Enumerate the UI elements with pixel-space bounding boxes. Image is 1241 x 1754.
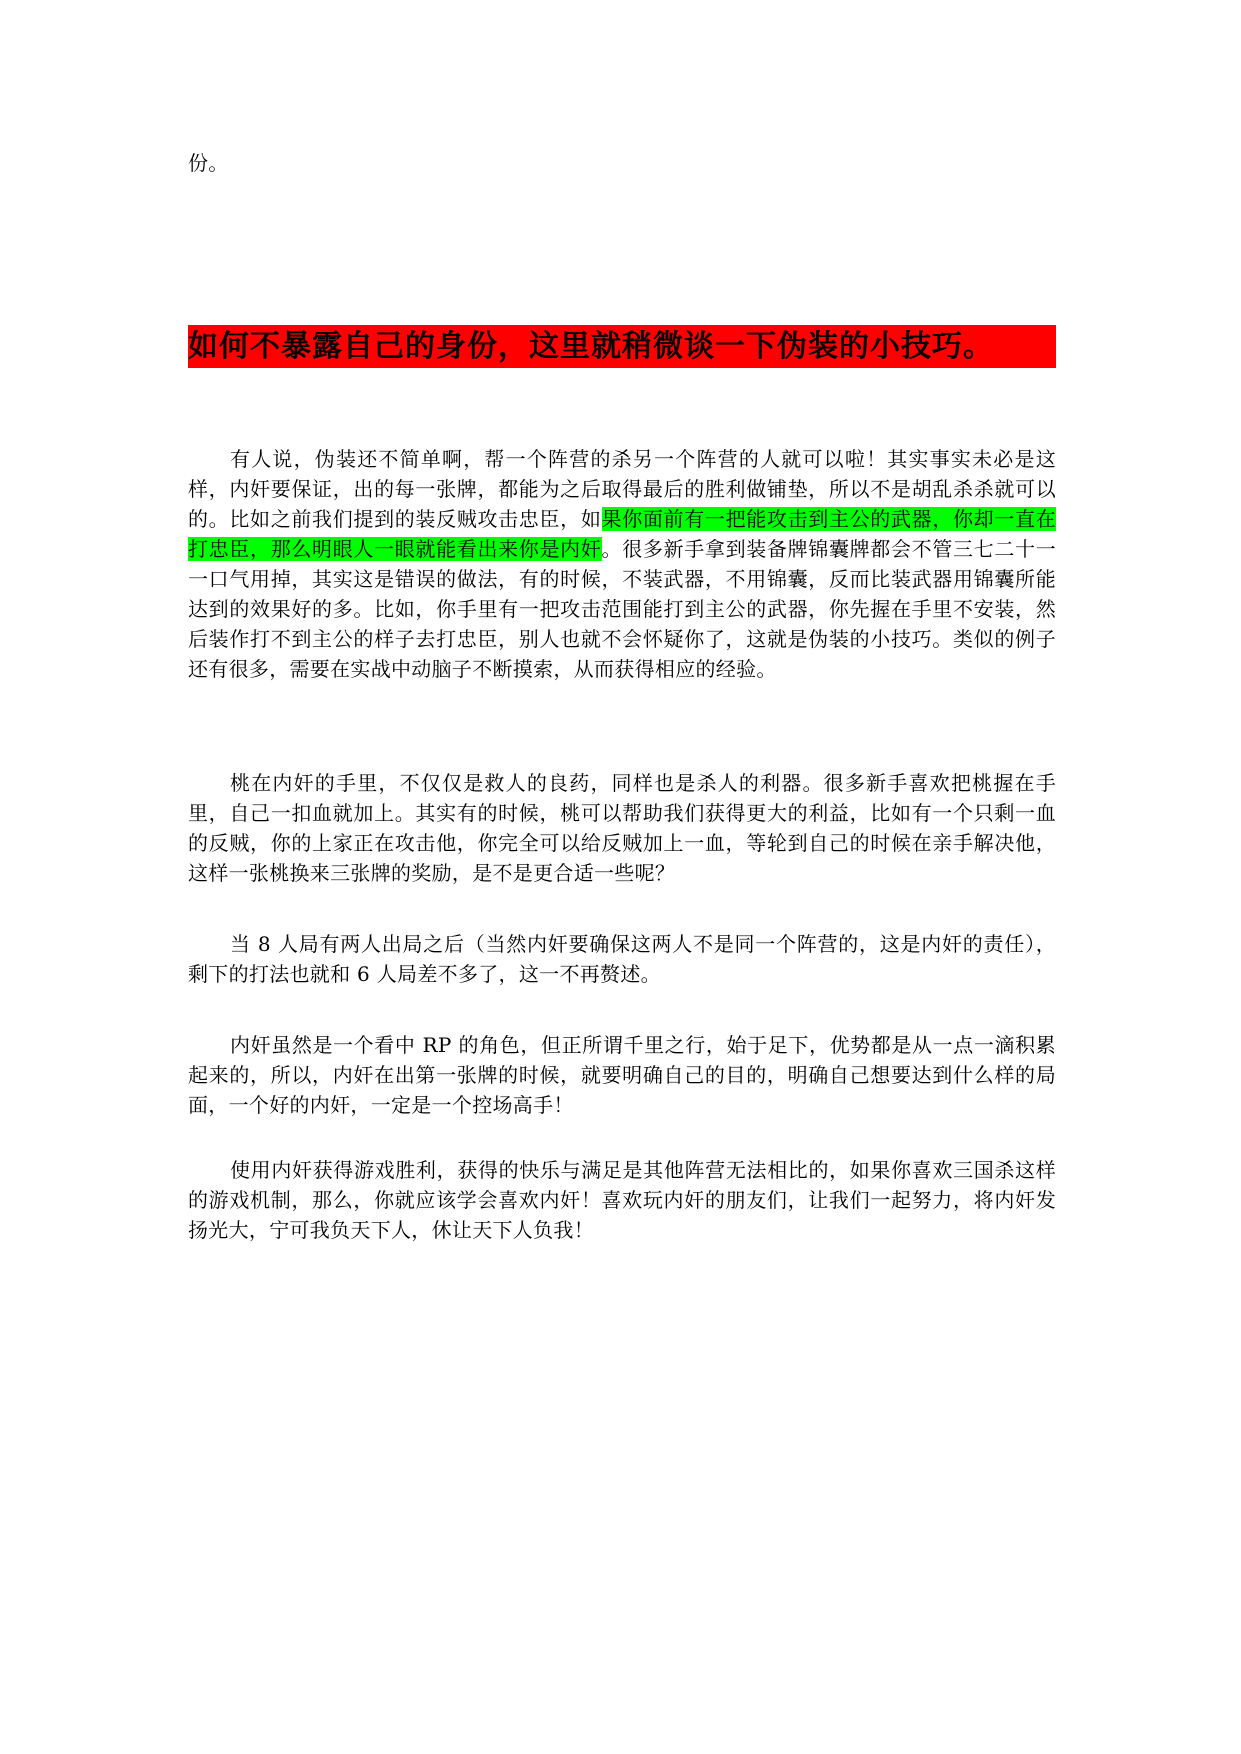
paragraph-text: 。很多新手拿到装备牌锦囊牌都会不管三七二十一一口气用掉，其实这是错误的做法，有的时候，不装武器，不用锦囊，反而比装武器用锦囊所能达到的效果好的多。比如，你手里有一把攻击范围能打到主公的武器，你先握在手里不安装，然后装作打不到主公的样子去打忠臣，别人也就不会怀疑你了，这就是伪装的小技巧。类似的例子还有很多，需要在实战中动脑子不断摸索，从而获得相应的经验。 [188, 537, 1056, 681]
paragraph-peach: 桃在内奸的手里，不仅仅是救人的良药，同样也是杀人的利器。很多新手喜欢把桃握在手里，自己一扣血就加上。其实有的时候，桃可以帮助我们获得更大的利益，比如有一个只剩一血的反贼，你的上家正在攻击他，你完全可以给反贼加上一血，等轮到自己的时候在亲手解决他，这样一张桃换来三张牌的奖励，是不是更合适一些呢？ [188, 771, 1056, 885]
section-heading: 如何不暴露自己的身份，这里就稍微谈一下伪装的小技巧。 [188, 325, 1056, 368]
paragraph-eight-player: 当 8 人局有两人出局之后（当然内奸要确保这两人不是同一个阵营的，这是内奸的责任），剩下的打法也就和 6 人局差不多了，这一不再赘述。 [188, 932, 1056, 986]
paragraph-disguise [188, 444, 1056, 684]
highlighted-text: 果你面前有一把能攻击到主公的武器，你却一直在打忠臣，那么明眼人一眼就能看出来你是内奸 [188, 507, 1056, 561]
paragraph-control: 内奸虽然是一个看中 RP 的角色，但正所谓千里之行，始于足下，优势都是从一点一滴积累起来的，所以，内奸在出第一张牌的时候，就要明确自己的目的，明确自己想要达到什么样的局面，一个好的内奸，一定是一个控场高手！ [188, 1033, 1056, 1117]
paragraph-text: 有人说，伪装还不简单啊，帮一个阵营的杀另一个阵营的人就可以啦！其实事实未必是这样，内奸要保证，出的每一张牌，都能为之后取得最后的胜利做铺垫，所以不是胡乱杀杀就可以的。比如之前我们提到的装反贼攻击忠臣，如 [188, 447, 1056, 531]
paragraph-conclusion: 使用内奸获得游戏胜利，获得的快乐与满足是其他阵营无法相比的，如果你喜欢三国杀这样的游戏机制，那么，你就应该学会喜欢内奸！喜欢玩内奸的朋友们，让我们一起努力，将内奸发扬光大，宁可我负天下人，休让天下人负我！ [188, 1158, 1056, 1242]
carry-over-text: 份。 [188, 151, 229, 175]
